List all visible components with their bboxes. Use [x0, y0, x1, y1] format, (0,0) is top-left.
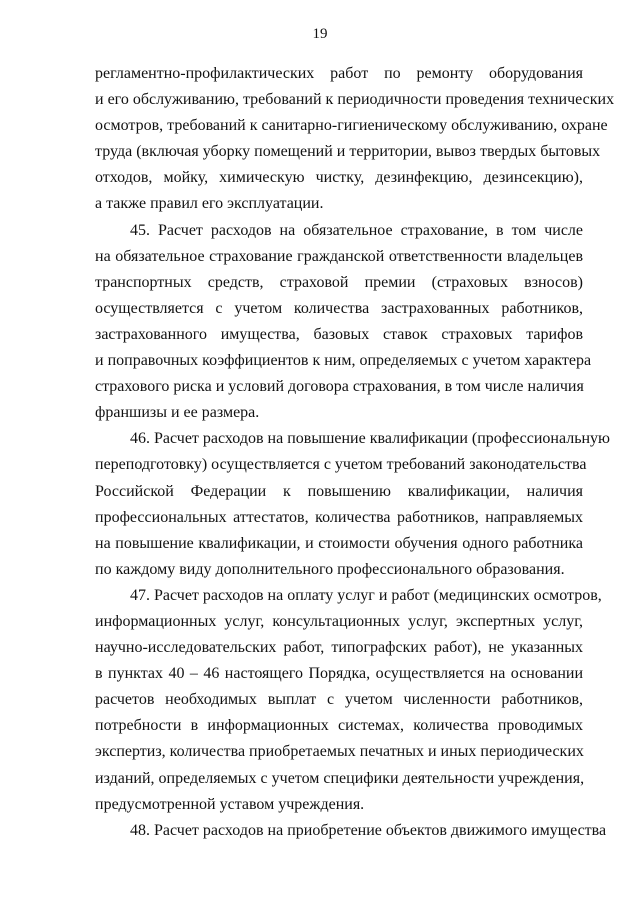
- text-line: регламентно-профилактических работ по ремонту оборудования: [95, 65, 583, 82]
- text-line: в пунктах 40 – 46 настоящего Порядка, осуществляется на основании: [95, 665, 583, 683]
- page-number: 19: [312, 26, 328, 42]
- text-line: отходов, мойку, химическую чистку, дезинфекцию, дезинсекцию),: [95, 169, 583, 187]
- text-line: 47. Расчет расходов на оплату услуг и работ (медицинских осмотров,: [130, 586, 602, 604]
- text-line: труда (включая уборку помещений и территории, вывоз твердых бытовых: [95, 143, 601, 161]
- paragraph-46: [95, 426, 610, 583]
- paragraph-intro: [95, 61, 615, 218]
- text-line: 46. Расчет расходов на повышение квалификации (профессиональную: [130, 430, 610, 448]
- text-line: предусмотренной уставом учреждения.: [95, 795, 365, 813]
- body-text: [95, 61, 615, 844]
- text-line: на повышение квалификации, и стоимости обучения одного работника: [95, 534, 583, 552]
- text-line: по каждому виду дополнительного профессионального образования.: [95, 560, 565, 578]
- text-line: информационных услуг, консультационных услуг, экспертных услуг,: [95, 612, 583, 630]
- text-line: потребности в информационных системах, количества проводимых: [95, 717, 583, 735]
- text-line: Российской Федерации к повышению квалификации, наличия: [95, 482, 583, 500]
- text-line: изданий, определяемых с учетом специфики деятельности учреждения,: [95, 769, 585, 787]
- text-line: осуществляется с учетом количества застрахованных работников,: [95, 299, 583, 317]
- text-line: научно-исследовательских работ, типографских работ), не указанных: [95, 639, 583, 657]
- text-line: профессиональных аттестатов, количества работников, направляемых: [95, 508, 583, 526]
- text-line: застрахованного имущества, базовых ставок страховых тарифов: [95, 325, 583, 343]
- text-line: расчетов необходимых выплат с учетом численности работников,: [95, 691, 583, 709]
- text-line: на обязательное страхование гражданской ответственности владельцев: [95, 247, 583, 265]
- text-line: франшизы и ее размера.: [95, 404, 260, 422]
- text-line: транспортных средств, страховой премии (страховых взносов): [95, 273, 583, 291]
- text-line: переподготовку) осуществляется с учетом требований законодательства: [95, 456, 587, 474]
- paragraph-47: [95, 583, 602, 818]
- text-line: и поправочных коэффициентов к ним, определяемых с учетом характера: [95, 352, 592, 370]
- text-line: экспертиз, количества приобретаемых печатных и иных периодических: [95, 743, 584, 761]
- text-line: 48. Расчет расходов на приобретение объектов движимого имущества: [130, 821, 607, 839]
- text-line: 45. Расчет расходов на обязательное страхование, в том числе: [130, 221, 583, 239]
- text-line: страхового риска и условий договора страхования, в том числе наличия: [95, 378, 584, 396]
- text-line: осмотров, требований к санитарно-гигиеническому обслуживанию, охране: [95, 117, 608, 135]
- text-line: а также правил его эксплуатации.: [95, 195, 324, 213]
- paragraph-48: [95, 818, 607, 844]
- text-line: и его обслуживанию, требований к периодичности проведения технических: [95, 91, 615, 109]
- paragraph-45: [95, 218, 592, 427]
